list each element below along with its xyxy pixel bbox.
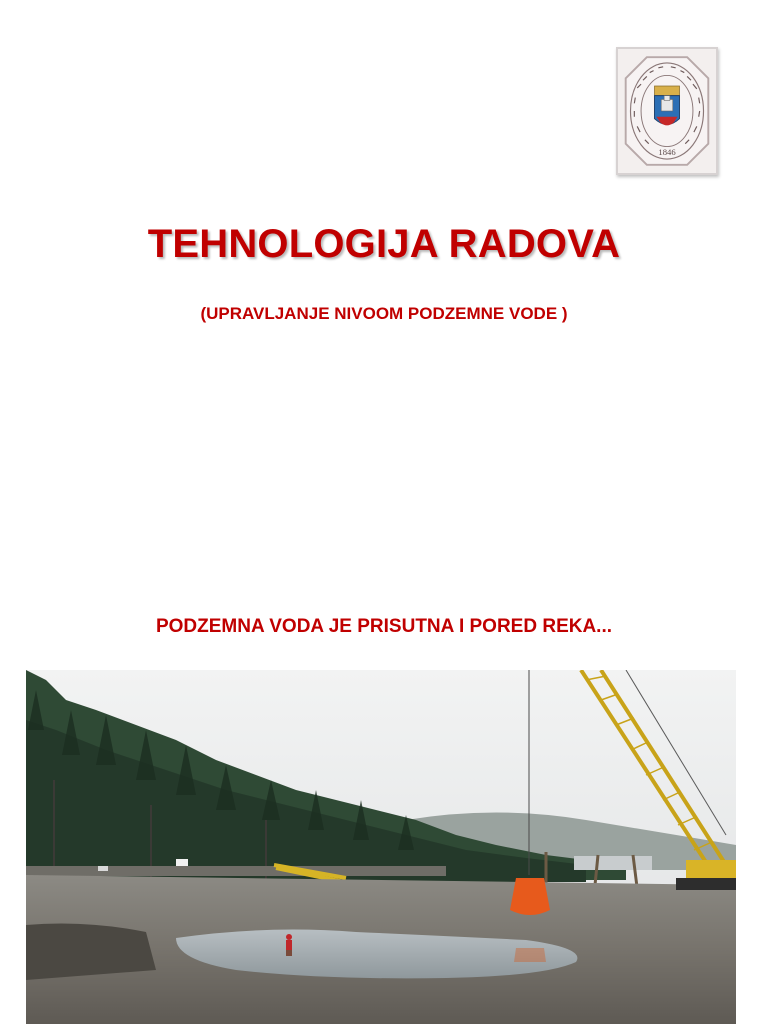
university-seal-icon <box>618 49 716 173</box>
construction-site-photo-icon <box>26 670 736 1024</box>
university-logo <box>616 47 718 175</box>
construction-site-photo <box>26 670 736 1024</box>
slide-title: TEHNOLOGIJA RADOVA <box>147 222 621 266</box>
svg-text:1846: 1846 <box>658 147 676 158</box>
slide-subtitle: (UPRAVLJANJE NIVOOM PODZEMNE VODE ) <box>200 304 568 323</box>
photo-caption: PODZEMNA VODA JE PRISUTNA I PORED REKA... <box>155 616 613 637</box>
